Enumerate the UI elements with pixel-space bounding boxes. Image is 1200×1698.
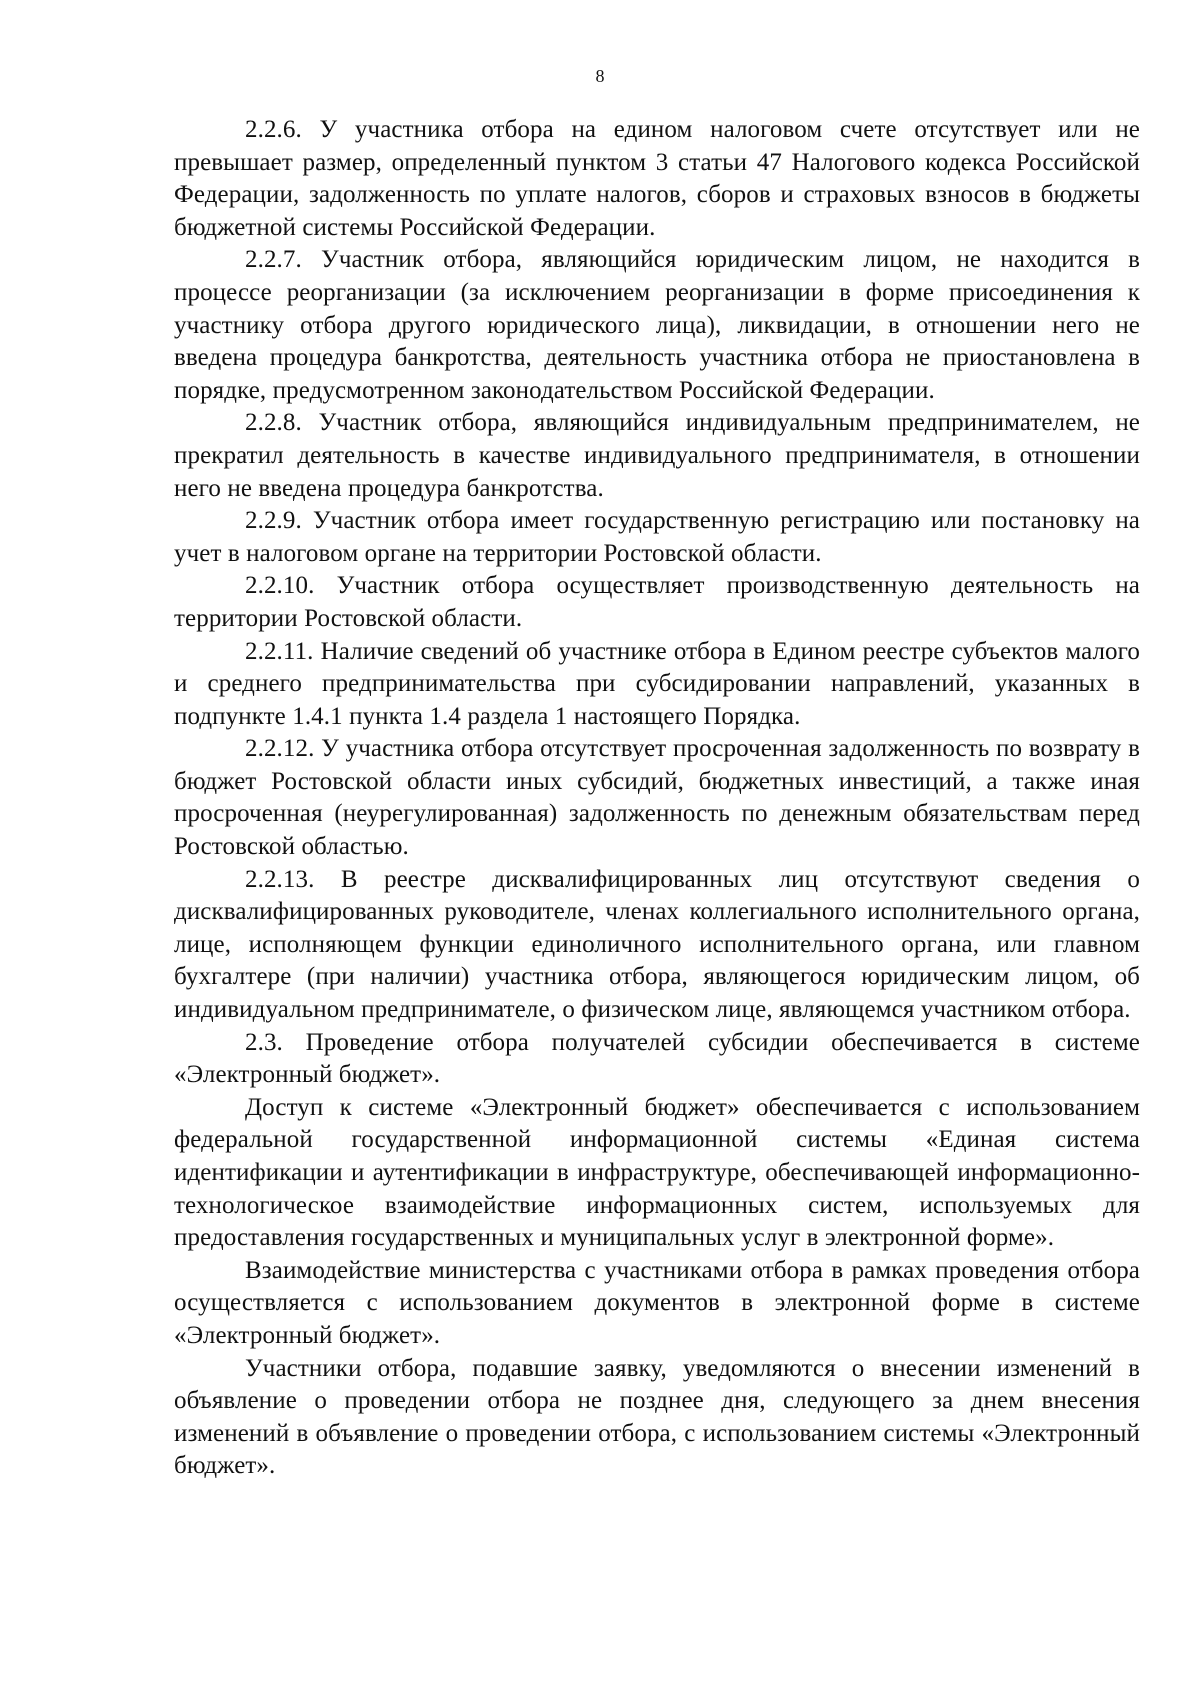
- paragraph-2-2-9: 2.2.9. Участник отбора имеет государственную регистрацию или постановку на учет в налоговом органе на территории Ростовской области.: [174, 507, 1140, 567]
- paragraph-access: Доступ к системе «Электронный бюджет» обеспечивается с использованием федеральной государственной информационной системы «Единая система идентификации и аутентификации в инфраструктуре, обеспечивающей информационно-технологическое взаимодействие информационных систем, используемых для предоставления государственных и муниципальных услуг в электронной форме».: [174, 1093, 1140, 1252]
- paragraph-2-2-10: 2.2.10. Участник отбора осуществляет производственную деятельность на территории Ростовской области.: [174, 572, 1140, 632]
- paragraph-2-2-6: 2.2.6. У участника отбора на едином налоговом счете отсутствует или не превышает размер, определенный пунктом 3 статьи 47 Налогового кодекса Российской Федерации, задолженность по уплате налогов, сборов и страховых взносов в бюджеты бюджетной системы Российской Федерации.: [174, 116, 1140, 241]
- paragraph-2-2-11: 2.2.11. Наличие сведений об участнике отбора в Едином реестре субъектов малого и среднего предпринимательства при субсидировании направлений, указанных в подпункте 1.4.1 пункта 1.4 раздела 1 настоящего Порядка.: [174, 637, 1140, 730]
- paragraph-2-2-8: 2.2.8. Участник отбора, являющийся индивидуальным предпринимателем, не прекратил деятельность в качестве индивидуального предпринимателя, в отношении него не введена процедура банкротства.: [174, 409, 1140, 502]
- paragraph-2-2-12: 2.2.12. У участника отбора отсутствует просроченная задолженность по возврату в бюджет Ростовской области иных субсидий, бюджетных инвестиций, а также иная просроченная (неурегулированная) задолженность по денежным обязательствам перед Ростовской областью.: [174, 735, 1140, 861]
- paragraph-2-3: 2.3. Проведение отбора получателей субсидии обеспечивается в системе «Электронный бюджет».: [174, 1028, 1140, 1089]
- page-number: 8: [595, 66, 605, 86]
- paragraph-2-2-7: 2.2.7. Участник отбора, являющийся юридическим лицом, не находится в процессе реорганизации (за исключением реорганизации в форме присоединения к участнику отбора другого юридического лица), ликвидации, в отношении него не введена процедура банкротства, деятельность участника отбора не приостановлена в порядке, предусмотренном законодательством Российской Федерации.: [174, 246, 1140, 404]
- paragraph-interaction: Взаимодействие министерства с участниками отбора в рамках проведения отбора осуществляется с использованием документов в электронной форме в системе «Электронный бюджет».: [174, 1256, 1140, 1349]
- document-body: [174, 114, 1140, 1483]
- paragraph-2-2-13: 2.2.13. В реестре дисквалифицированных лиц отсутствуют сведения о дисквалифицированных руководителе, членах коллегиального исполнительного органа, лице, исполняющем функции единоличного исполнительного органа, или главном бухгалтере (при наличии) участника отбора, являющегося юридическим лицом, об индивидуальном предпринимателе, о физическом лице, являющемся участником отбора.: [174, 865, 1140, 1024]
- paragraph-notification: Участники отбора, подавшие заявку, уведомляются о внесении изменений в объявление о проведении отбора не позднее дня, следующего за днем внесения изменений в объявление о проведении отбора, с использованием системы «Электронный бюджет».: [174, 1354, 1140, 1480]
